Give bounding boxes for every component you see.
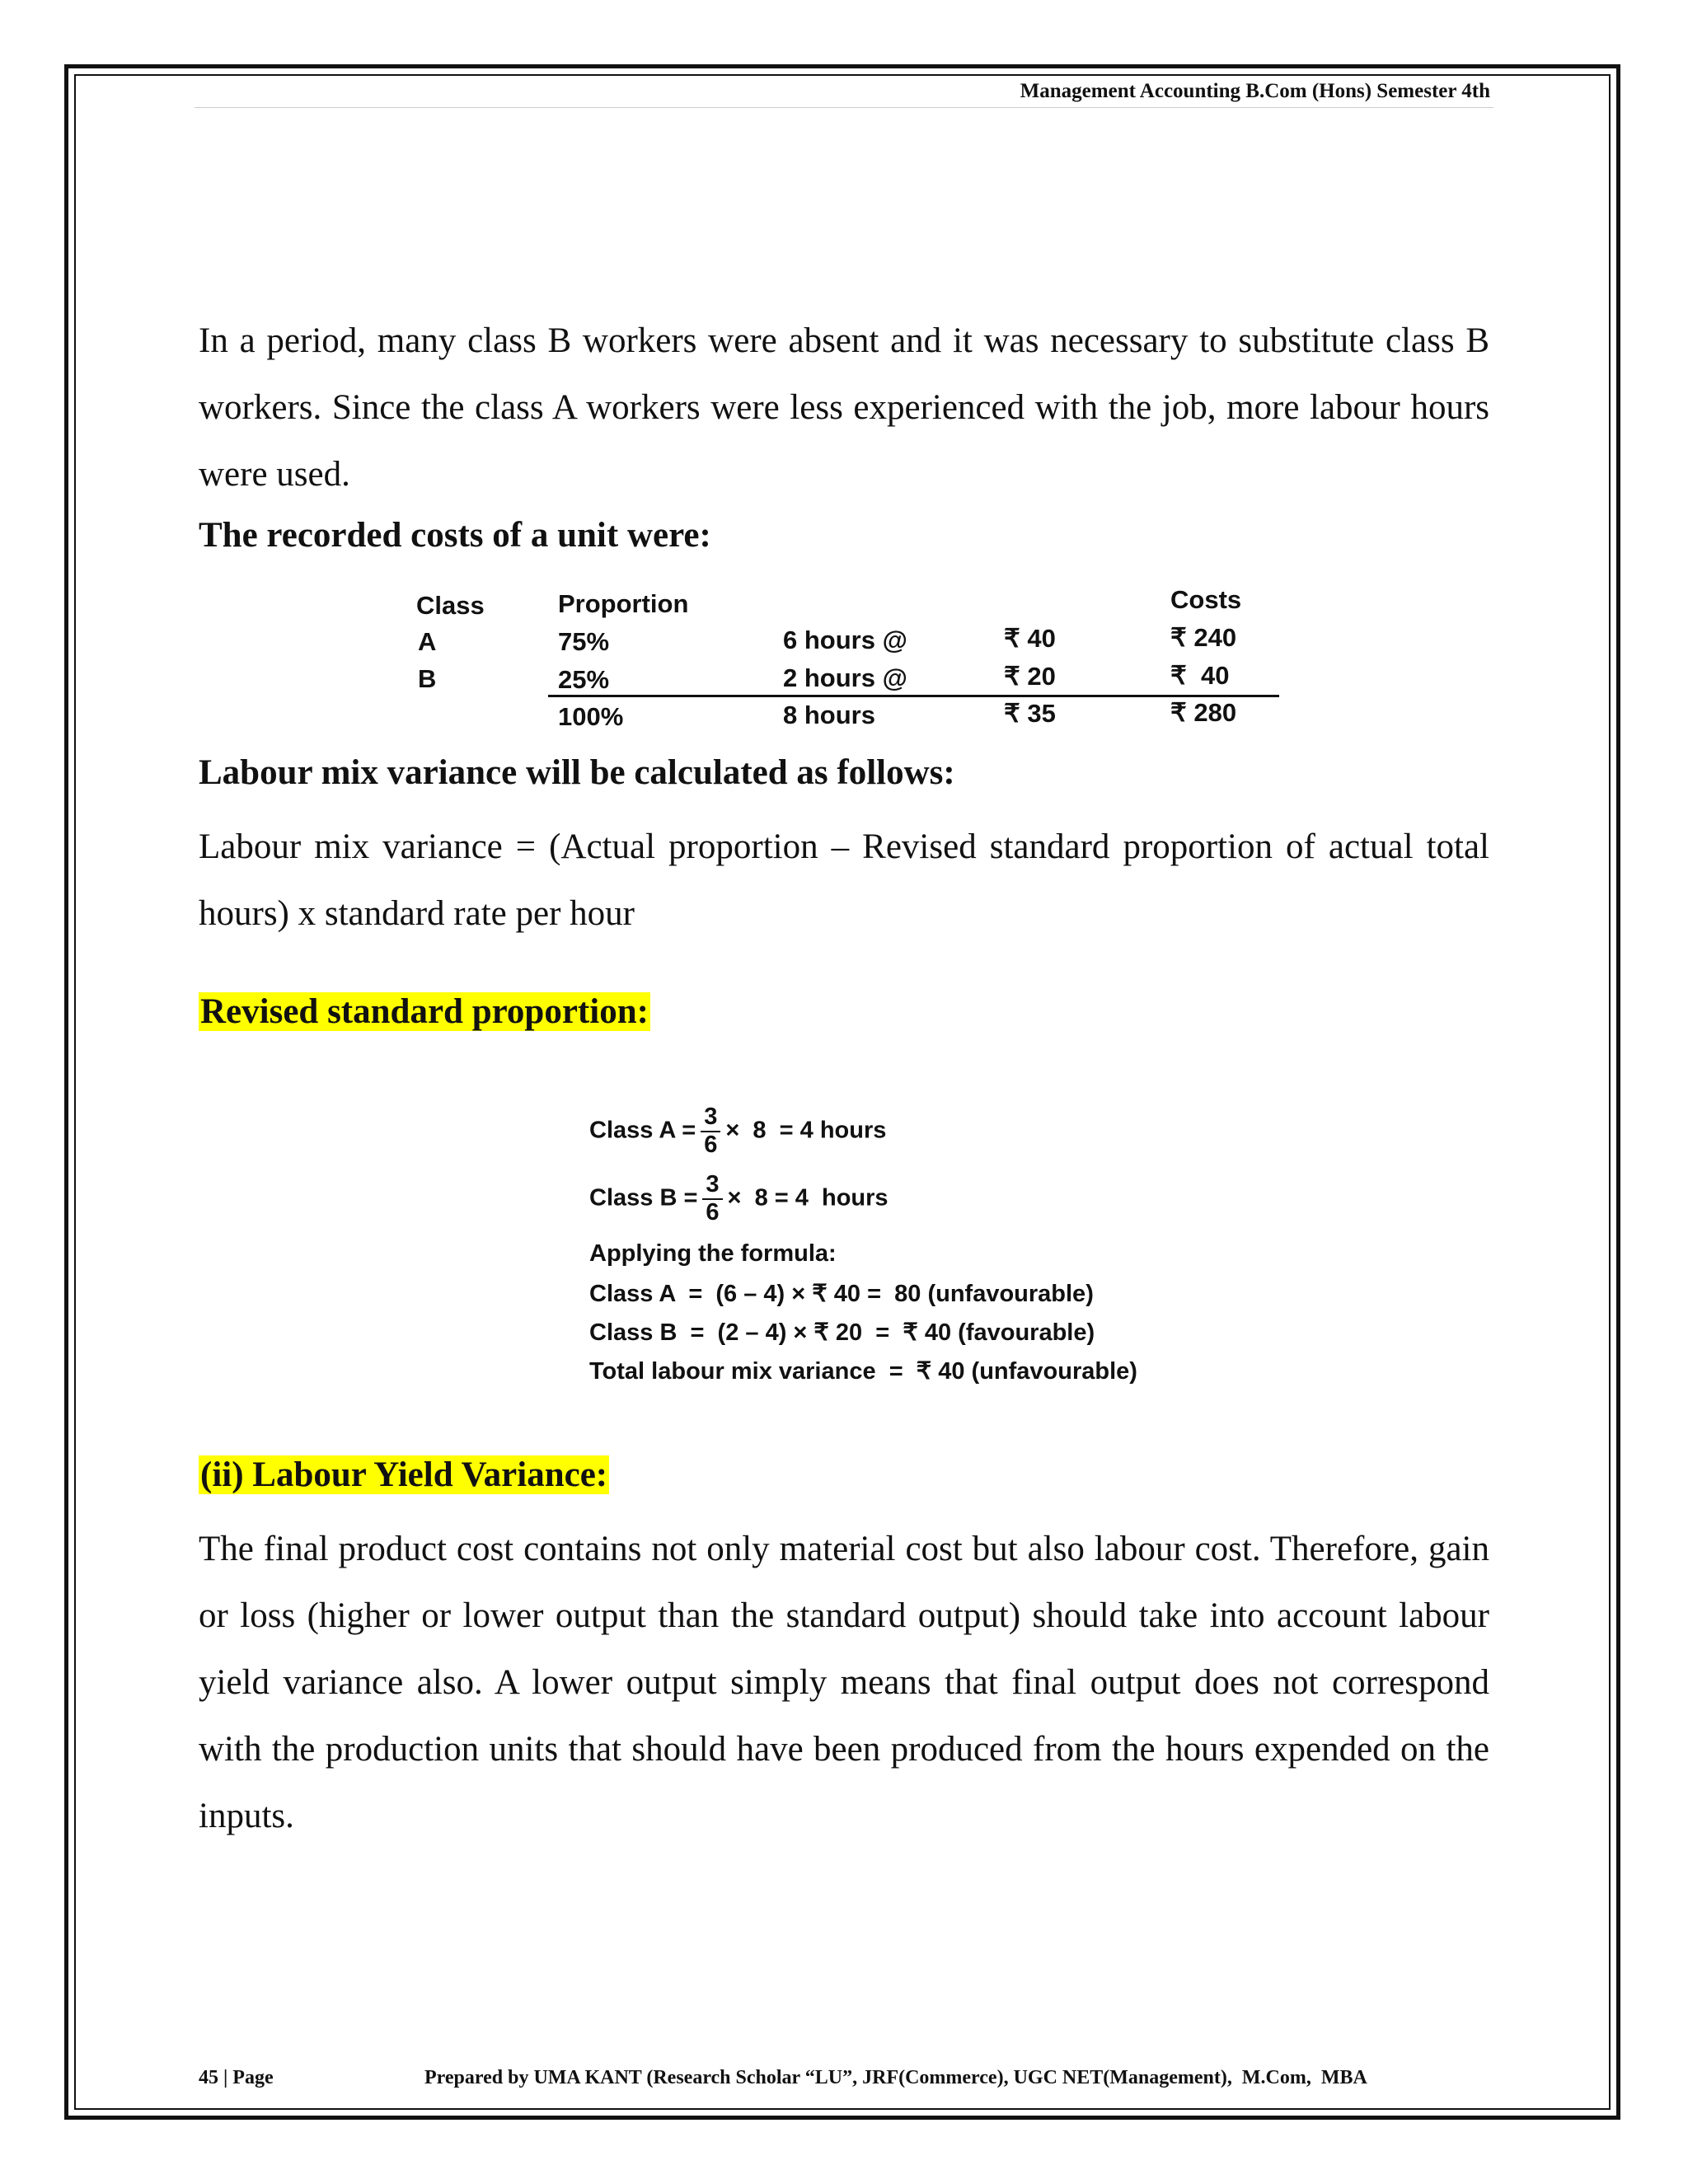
col-header-proportion: Proportion	[558, 589, 689, 618]
prepared-by: Prepared by UMA KANT (Research Scholar “LU”, JRF(Commerce), UGC NET(Management), M.Com, MBA	[424, 2067, 1367, 2088]
row-a-class: A	[418, 627, 437, 656]
revised-proportion-calculation	[589, 1104, 1166, 1401]
row-b-rate: ₹ 20	[1004, 662, 1056, 691]
intro-paragraph: In a period, many class B workers were absent and it was necessary to substitute class B workers. Since the class A workers were less experienced with the job, more labour hours were used.	[199, 321, 1489, 494]
calc-class-b	[589, 1172, 889, 1226]
yield-variance-heading	[199, 1455, 609, 1495]
row-b-cost: ₹ 40	[1170, 661, 1230, 690]
row-a-rate: ₹ 40	[1004, 624, 1056, 653]
col-header-costs: Costs	[1170, 585, 1242, 614]
calc-line-b: Class B = (2 – 4) × ₹ 20 = ₹ 40 (favourable)	[589, 1319, 1095, 1346]
row-b-class: B	[418, 664, 437, 693]
page-header: Management Accounting B.Com (Hons) Semester 4th	[1020, 80, 1490, 102]
calc-line-a: Class A = (6 – 4) × ₹ 40 = 80 (unfavourable)	[589, 1281, 1094, 1307]
revised-proportion-highlight: Revised standard proportion:	[200, 992, 649, 1031]
header-rule	[195, 107, 1493, 108]
fraction	[701, 1104, 720, 1159]
row-b-hours: 2 hours @	[783, 663, 907, 692]
fraction-denominator: 6	[706, 1198, 720, 1226]
mix-variance-formula: Labour mix variance = (Actual proportion – Revised standard proportion of actual total hours) x standard rate per hour	[199, 827, 1489, 933]
total-rule	[548, 695, 1279, 697]
calc-class-a-result: × 8 = 4 hours	[725, 1117, 887, 1144]
calc-class-b-label: Class B =	[589, 1184, 698, 1212]
calc-class-a	[589, 1104, 886, 1159]
total-cost: ₹ 280	[1170, 698, 1237, 727]
calc-line-total: Total labour mix variance = ₹ 40 (unfavourable)	[589, 1358, 1137, 1385]
row-a-hours: 6 hours @	[783, 626, 907, 654]
yield-variance-paragraph: The final product cost contains not only material cost but also labour cost. Therefore, gain or loss (higher or lower output than the standard output) should take into account labour yield variance also. A lower output simply means that final output does not correspond with the production units that should have been produced from the hours expended on the inputs.	[199, 1530, 1489, 1835]
fraction	[702, 1172, 722, 1226]
total-hours: 8 hours	[783, 701, 875, 729]
fraction-numerator: 3	[702, 1172, 722, 1200]
row-b-proportion: 25%	[558, 665, 610, 694]
total-rate: ₹ 35	[1004, 699, 1056, 728]
calc-class-a-label: Class A =	[589, 1117, 696, 1144]
calc-class-b-result: × 8 = 4 hours	[727, 1184, 889, 1212]
cost-table	[416, 581, 1282, 746]
fraction-numerator: 3	[701, 1104, 720, 1132]
applying-formula-label: Applying the formula:	[589, 1240, 837, 1267]
row-a-proportion: 75%	[558, 627, 610, 656]
row-a-cost: ₹ 240	[1170, 623, 1237, 652]
revised-proportion-heading	[199, 991, 650, 1032]
yield-variance-highlight: (ii) Labour Yield Variance:	[200, 1455, 608, 1494]
mix-variance-heading: Labour mix variance will be calculated as follows:	[199, 753, 955, 792]
col-header-class: Class	[416, 591, 485, 620]
page-number: 45 | Page	[199, 2067, 274, 2088]
total-proportion: 100%	[558, 702, 624, 731]
fraction-denominator: 6	[704, 1131, 718, 1158]
recorded-costs-heading: The recorded costs of a unit were:	[199, 516, 711, 555]
